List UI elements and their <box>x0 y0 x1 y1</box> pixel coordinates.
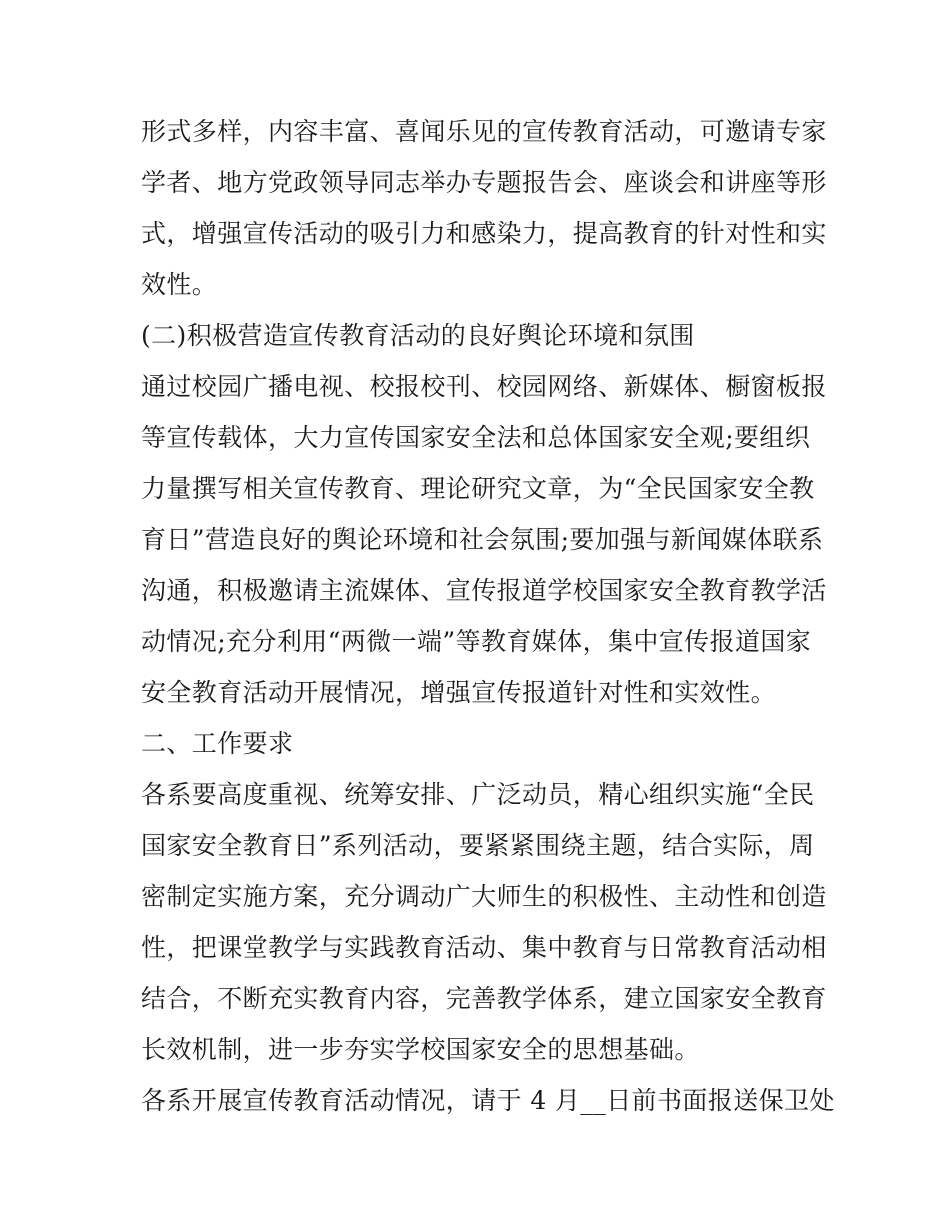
text-line: 安全教育活动开展情况，增强宣传报道针对性和实效性。 <box>141 678 777 707</box>
text-line: 育日”营造良好的舆论环境和社会氛围;要加强与新闻媒体联系 <box>141 525 824 554</box>
text-line: 国家安全教育日”系列活动，要紧紧围绕主题，结合实际，周 <box>141 831 815 860</box>
text-line: 密制定实施方案，充分调动广大师生的积极性、主动性和创造 <box>141 882 827 911</box>
document-body <box>141 106 835 1126</box>
section-heading: (二)积极营造宣传教育活动的良好舆论环境和氛围 <box>141 321 695 350</box>
text-line: 力量撰写相关宣传教育、理论研究文章，为“全民国家安全教 <box>141 474 815 503</box>
text-line: 性，把课堂教学与实践教育活动、集中教育与日常教育活动相 <box>141 933 827 962</box>
text-line: 各系要高度重视、统筹安排、广泛动员，精心组织实施“全民 <box>141 780 815 809</box>
text-line: 通过校园广播电视、校报校刊、校园网络、新媒体、橱窗板报 <box>141 372 827 401</box>
text-line: 动情况;充分利用“两微一端”等教育媒体，集中宣传报道国家 <box>141 627 812 656</box>
text-line: 长效机制，进一步夯实学校国家安全的思想基础。 <box>141 1035 700 1064</box>
section-heading: 二、工作要求 <box>141 729 294 758</box>
text-line: 结合，不断充实教育内容，完善教学体系，建立国家安全教育 <box>141 984 827 1013</box>
text-line: 效性。 <box>141 270 218 299</box>
text-line: 式，增强宣传活动的吸引力和感染力，提高教育的针对性和实 <box>141 219 827 248</box>
text-line: 学者、地方党政领导同志举办专题报告会、座谈会和讲座等形 <box>141 168 827 197</box>
text-line: 等宣传载体，大力宣传国家安全法和总体国家安全观;要组织 <box>141 423 811 452</box>
text-line: 各系开展宣传教育活动情况，请于 4 月__日前书面报送保卫处 <box>141 1086 835 1115</box>
text-line: 沟通，积极邀请主流媒体、宣传报道学校国家安全教育教学活 <box>141 576 827 605</box>
text-line: 形式多样，内容丰富、喜闻乐见的宣传教育活动，可邀请专家 <box>141 117 827 146</box>
